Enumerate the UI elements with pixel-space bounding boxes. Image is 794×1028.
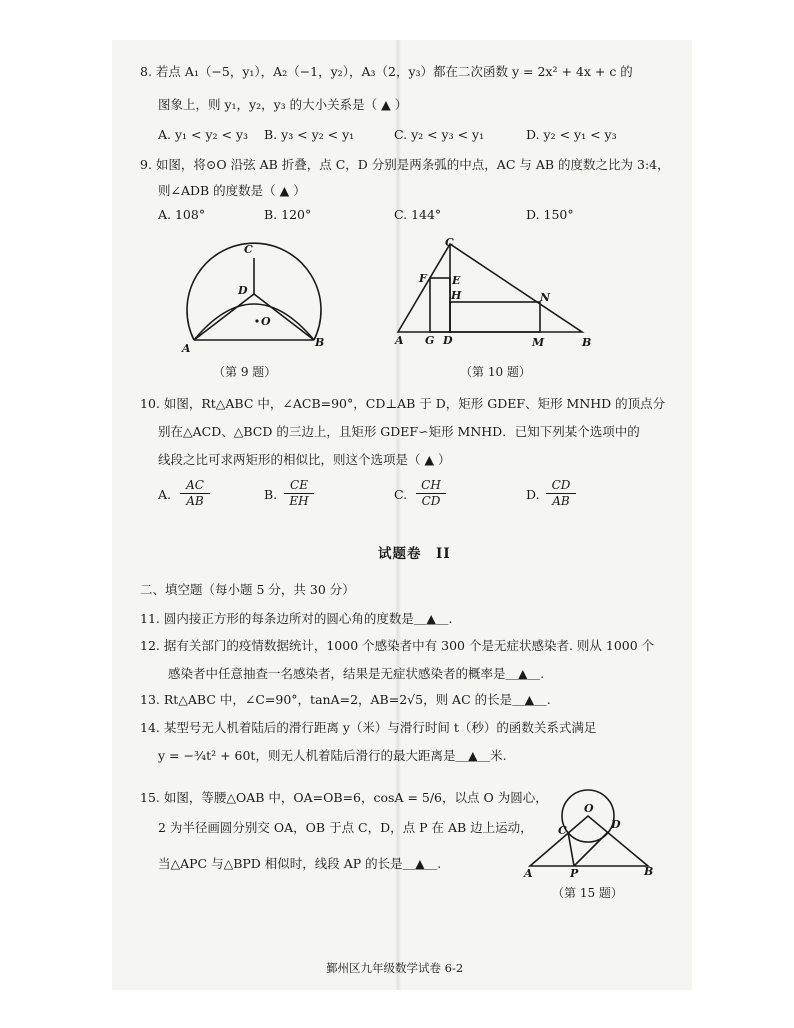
figure-9-diagram: [176, 242, 326, 357]
q9-option-b: B. 120°: [264, 207, 312, 222]
q9-line2: 则∠ADB 的度数是（ ▲ ）: [158, 183, 306, 198]
q9-option-a: A. 108°: [158, 207, 206, 222]
svg-text:D: D: [238, 284, 248, 297]
svg-text:F: F: [419, 272, 427, 285]
q10-option-c-denominator: CD: [421, 494, 441, 508]
svg-text:C: C: [445, 236, 454, 249]
page-fold: [395, 40, 401, 990]
q10-option-c-numerator: CH: [416, 478, 446, 494]
svg-text:B: B: [644, 865, 654, 878]
svg-text:H: H: [451, 289, 462, 302]
q10-option-c-fraction: [416, 478, 446, 509]
q10-option-c-label: C.: [394, 487, 408, 502]
q14-line1: 14. 某型号无人机着陆后的滑行距离 y（米）与滑行时间 t（秒）的函数关系式满足: [140, 720, 597, 735]
q9-line1: 9. 如图，将⊙O 沿弦 AB 折叠，点 C，D 分别是两条弧的中点，AC 与 AB 的度数之比为 3:4，: [140, 157, 670, 172]
svg-text:C: C: [558, 824, 567, 837]
q10-option-a-label: A.: [158, 487, 172, 502]
q10-option-d-denominator: AB: [552, 494, 570, 508]
q10-line3: 线段之比可求两矩形的相似比，则这个选项是（ ▲ ）: [158, 452, 451, 467]
q15-line3: 当△APC 与△BPD 相似时，线段 AP 的长是＿▲＿.: [158, 856, 442, 871]
q13-text: 13. Rt△ABC 中，∠C=90°，tanA=2，AB=2√5，则 AC 的长是＿▲＿.: [140, 692, 551, 707]
q10-option-a-fraction: [180, 478, 210, 509]
svg-text:O: O: [584, 802, 594, 815]
q10-option-a-numerator: AC: [180, 478, 210, 494]
q10-option-b-label: B.: [264, 487, 278, 502]
figure-15-diagram: [516, 786, 666, 878]
svg-text:G: G: [425, 334, 435, 347]
figure-15-caption: （第 15 题）: [552, 886, 623, 900]
q15-line1: 15. 如图，等腰△OAB 中，OA=OB=6，cosA = 5/6，以点 O 为圆心，: [140, 790, 548, 805]
figure-9-caption: （第 9 题）: [213, 365, 277, 379]
q10-option-d-fraction: [546, 478, 576, 509]
svg-text:D: D: [611, 818, 621, 831]
svg-text:M: M: [532, 336, 545, 349]
svg-text:B: B: [582, 336, 592, 349]
q10-option-b-denominator: EH: [289, 494, 309, 508]
svg-text:A: A: [395, 334, 404, 347]
q9-option-d: D. 150°: [526, 207, 574, 222]
q10-option-b-fraction: [284, 478, 314, 509]
q10-option-a-denominator: AB: [186, 494, 204, 508]
q10-line2: 别在△ACD、△BCD 的三边上，且矩形 GDEF∽矩形 MNHD．已知下列某个选项中的: [158, 424, 640, 439]
q11-text: 11. 圆内接正方形的每条边所对的圆心角的度数是＿▲＿.: [140, 611, 453, 626]
q10-line1: 10. 如图，Rt△ABC 中，∠ACB=90°，CD⊥AB 于 D，矩形 GDEF、矩形 MNHD 的顶点分: [140, 396, 666, 411]
svg-text:O: O: [261, 315, 271, 328]
q12-line2: 感染者中任意抽查一名感染者，结果是无症状感染者的概率是＿▲＿.: [168, 666, 545, 681]
section-subtitle: 二、填空题（每小题 5 分，共 30 分）: [140, 582, 355, 597]
page-footer: 鄞州区九年级数学试卷 6-2: [326, 961, 464, 975]
q10-option-d-label: D.: [526, 487, 540, 502]
q8-option-a: A. y₁ < y₂ < y₃: [158, 127, 249, 142]
q9-option-c: C. 144°: [394, 207, 442, 222]
q8-line1: 8. 若点 A₁（−5，y₁），A₂（−1，y₂），A₃（2，y₃）都在二次函数 y = 2x² + 4x + c 的: [140, 64, 633, 79]
svg-text:D: D: [443, 334, 453, 347]
svg-text:A: A: [524, 867, 533, 878]
figure-10-caption: （第 10 题）: [460, 365, 531, 379]
q8-option-d: D. y₂ < y₁ < y₃: [526, 127, 617, 142]
svg-text:B: B: [315, 336, 325, 349]
svg-text:C: C: [244, 243, 253, 256]
svg-text:P: P: [570, 867, 579, 878]
svg-text:A: A: [182, 342, 191, 355]
svg-text:E: E: [452, 274, 461, 287]
q8-option-c: C. y₂ < y₃ < y₁: [394, 127, 485, 142]
q8-line2: 图象上，则 y₁，y₂，y₃ 的大小关系是（ ▲ ）: [158, 97, 408, 112]
q14-line2: y = −¾t² + 60t，则无人机着陆后滑行的最大距离是＿▲＿米.: [158, 748, 507, 763]
q12-line1: 12. 据有关部门的疫情数据统计，1000 个感染者中有 300 个是无症状感染者. 则从 1000 个: [140, 638, 655, 653]
q10-option-b-numerator: CE: [284, 478, 314, 494]
q15-line2: 2 为半径画圆分别交 OA，OB 于点 C，D，点 P 在 AB 边上运动，: [158, 820, 533, 835]
q8-option-b: B. y₃ < y₂ < y₁: [264, 127, 355, 142]
figure-10-diagram: [388, 232, 598, 352]
svg-text:N: N: [540, 291, 551, 304]
q10-option-d-numerator: CD: [546, 478, 576, 494]
section-title: 试题卷 II: [378, 546, 451, 562]
